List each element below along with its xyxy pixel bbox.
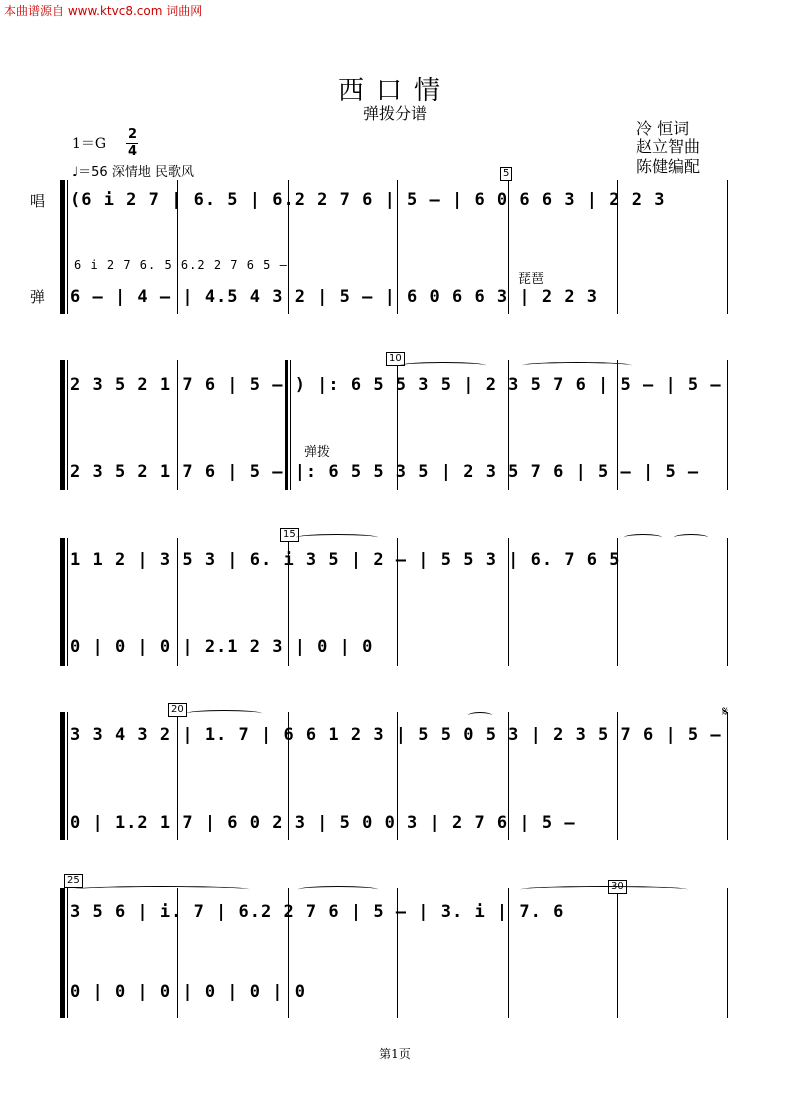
key-signature: 1＝G (72, 136, 107, 152)
staff-line (67, 538, 68, 666)
slur (298, 886, 378, 893)
slur (186, 710, 262, 717)
part-label-voice: 唱 (30, 192, 46, 210)
staff-line (67, 712, 68, 840)
pluck-notation-row: 6 — | 4 — | 4.5 4 3 2 | 5 — | 6 0 6 6 3 | 2 2 3 (70, 287, 599, 307)
voice-notation-row: 3 5 6 | i. 7 | 6.2 2 7 6 | 5 — | 3. i | 7. 6 (70, 902, 565, 922)
voice-notation-row: (6 i 2 7 | 6. 5 | 6.2 2 7 6 | 5 — | 6 0 6 6 3 | 2 2 3 (70, 190, 666, 210)
ornament-notation-row: 6 i 2 7 6. 5 6.2 2 7 6 5 — (74, 258, 288, 272)
time-signature-top: 2 (128, 127, 138, 142)
measure-number: 5 (500, 167, 512, 181)
slur (296, 534, 378, 541)
staff-line (67, 888, 68, 1018)
part-label-pluck: 弹 (30, 288, 46, 306)
tempo: ♩＝56 (72, 165, 108, 180)
measure-number: 15 (280, 528, 299, 542)
measure-number: 25 (64, 874, 83, 888)
voice-notation-row: 2 3 5 2 1 7 6 | 5 — ) |: 6 5 5 3 5 | 2 3 5 7 6 | 5 — | 5 — (70, 375, 722, 395)
staff-line (67, 360, 68, 490)
slur (468, 712, 492, 719)
tie (522, 362, 632, 369)
staff-bracket (60, 888, 65, 1018)
technique-label: 弹拨 (304, 445, 331, 460)
pluck-notation-row: 0 | 1.2 1 7 | 6 0 2 3 | 5 0 0 3 | 2 7 6 | 5 — (70, 813, 576, 833)
arranger-credit: 陈健编配 (636, 157, 701, 176)
composer-credit: 赵立智曲 (636, 137, 701, 156)
pluck-notation-row: 2 3 5 2 1 7 6 | 5 — |: 6 5 5 3 5 | 2 3 5 7 6 | 5 — | 5 — (70, 462, 700, 482)
staff-bracket (60, 360, 65, 490)
segno-icon: 𝄋 (722, 704, 729, 720)
page-title: 西口情 (337, 76, 452, 106)
slur (400, 362, 486, 369)
staff-line (67, 180, 68, 314)
source-note: 本曲谱源自 www.ktvc8.com 词曲网 (4, 4, 203, 18)
voice-notation-row: 1 1 2 | 3 5 3 | 6. i 3 5 | 2 — | 5 5 3 | 6. 7 6 5 (70, 550, 621, 570)
slur (520, 886, 688, 893)
measure-number: 20 (168, 703, 187, 717)
measure-number: 10 (386, 352, 405, 366)
technique-label: 琵琶 (518, 272, 545, 287)
bar-line (617, 888, 618, 1018)
voice-notation-row: 3 3 4 3 2 | 1. 7 | 6 6 1 2 3 | 5 5 0 5 3 | 2 3 5 7 6 | 5 — (70, 725, 722, 745)
bar-line (727, 538, 728, 666)
slur (674, 534, 708, 541)
bar-line (727, 888, 728, 1018)
lyricist-credit: 冷 恒词 (636, 119, 690, 138)
expression: 深情地 民歌风 (111, 165, 194, 180)
measure-number: 30 (608, 880, 627, 894)
pluck-notation-row: 0 | 0 | 0 | 0 | 0 | 0 (70, 982, 306, 1002)
time-signature-bottom: 4 (128, 144, 138, 159)
tempo-marking (72, 161, 194, 180)
staff-bracket (60, 712, 65, 840)
slur (624, 534, 662, 541)
page-subtitle: 弹拨分谱 (362, 104, 427, 123)
pluck-notation-row: 0 | 0 | 0 | 2.1 2 3 | 0 | 0 (70, 637, 374, 657)
bar-line (727, 360, 728, 490)
slur (74, 886, 250, 893)
bar-line (727, 712, 728, 840)
staff-bracket (60, 180, 65, 314)
staff-bracket (60, 538, 65, 666)
page-number: 第1页 (379, 1047, 411, 1061)
bar-line (727, 180, 728, 314)
